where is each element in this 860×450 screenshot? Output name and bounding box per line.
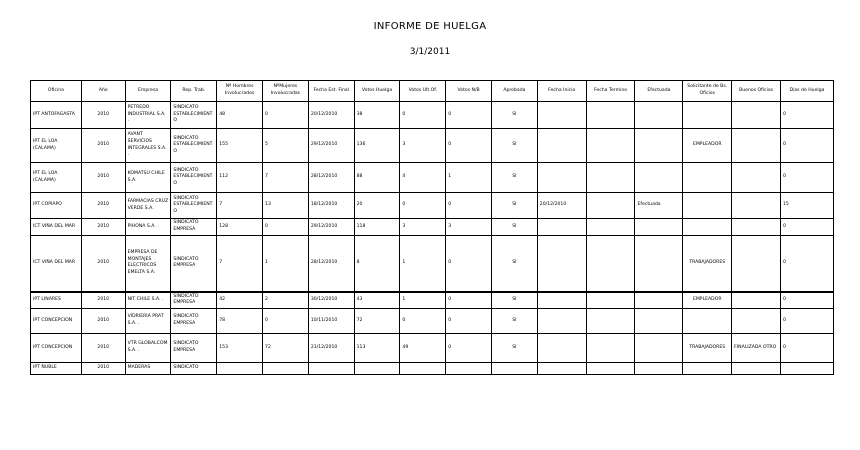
table-cell: 2010 — [81, 193, 125, 219]
table-cell: 15 — [781, 193, 834, 219]
table-cell: 128 — [217, 219, 263, 236]
table-cell: SINDICATO — [171, 363, 217, 375]
table-cell: 0 — [400, 309, 446, 334]
table-cell — [537, 129, 586, 163]
table-cell — [586, 193, 635, 219]
table-cell: SINDICATO EMPRESA — [171, 292, 217, 309]
column-header: Nº Hombres Involucrados — [217, 81, 263, 102]
table-cell: SINDICATO EMPRESA — [171, 334, 217, 363]
column-header: Empresa — [125, 81, 171, 102]
table-cell: VIDRIERIA PRAT S.A. . — [125, 309, 171, 334]
table-cell: 18/12/2010 — [308, 193, 354, 219]
table-cell: PIHONA S.A. . — [125, 219, 171, 236]
table-cell — [537, 219, 586, 236]
table-cell: 155 — [217, 129, 263, 163]
table-row — [31, 129, 834, 163]
table-cell — [732, 193, 781, 219]
table-cell: 0 — [446, 309, 492, 334]
table-cell — [683, 363, 732, 375]
table-cell: IPT LINARES — [31, 292, 82, 309]
table-cell: 0 — [781, 236, 834, 292]
table-cell — [683, 219, 732, 236]
table-cell: FINALIZADA OTRO — [732, 334, 781, 363]
column-header: Fecha Est. Final — [308, 81, 354, 102]
column-header: Fecha Termino — [586, 81, 635, 102]
table-cell — [732, 292, 781, 309]
table-cell: 0 — [781, 219, 834, 236]
table-cell: 29/12/2010 — [308, 219, 354, 236]
table-cell — [781, 363, 834, 375]
table-cell — [635, 363, 683, 375]
table-cell: 0 — [781, 292, 834, 309]
table-cell — [732, 129, 781, 163]
table-cell: 2010 — [81, 219, 125, 236]
table-cell: 2 — [263, 292, 309, 309]
table-cell: NIT CHILE S.A. . — [125, 292, 171, 309]
header-row — [31, 81, 834, 102]
table-cell: 78 — [217, 309, 263, 334]
table-cell — [683, 193, 732, 219]
table-cell: 1 — [263, 236, 309, 292]
table-cell: 20/12/2010 — [537, 193, 586, 219]
table-cell: 21/12/2010 — [308, 334, 354, 363]
table-cell: SI — [492, 163, 538, 193]
table-cell — [635, 334, 683, 363]
table-cell — [683, 102, 732, 129]
table-cell: 2010 — [81, 363, 125, 375]
table-cell: 0 — [781, 163, 834, 193]
table-row — [31, 363, 834, 375]
table-cell: 72 — [354, 309, 400, 334]
table-cell: SINDICATO EMPRESA — [171, 219, 217, 236]
table-cell — [732, 309, 781, 334]
column-header: Rep. Trab. — [171, 81, 217, 102]
table-cell: 2010 — [81, 334, 125, 363]
table-cell: ICT VIÑA DEL MAR — [31, 219, 82, 236]
table-cell — [263, 363, 309, 375]
table-cell: SINDICATO ESTABLECIMIENTO — [171, 193, 217, 219]
table-cell: IPT COPIAPO — [31, 193, 82, 219]
table-cell: 136 — [354, 129, 400, 163]
table-cell: SI — [492, 219, 538, 236]
table-cell: 113 — [354, 334, 400, 363]
table-cell: 0 — [446, 236, 492, 292]
table-cell: SINDICATO ESTABLECIMIENTO — [171, 163, 217, 193]
table-cell — [586, 363, 635, 375]
table-cell: 0 — [781, 129, 834, 163]
table-cell — [732, 163, 781, 193]
report-date: 3/1/2011 — [409, 47, 451, 57]
table-cell — [586, 129, 635, 163]
table-cell: 0 — [446, 334, 492, 363]
table-cell: 2010 — [81, 129, 125, 163]
table-cell — [537, 292, 586, 309]
table-cell — [537, 363, 586, 375]
table-cell: MADERAS — [125, 363, 171, 375]
table-cell: SINDICATO ESTABLECIMIENTO — [171, 102, 217, 129]
table-cell: 2010 — [81, 163, 125, 193]
table-cell: 0 — [263, 309, 309, 334]
table-cell — [586, 309, 635, 334]
table-cell: EMPLEADOR — [683, 292, 732, 309]
table-row — [31, 334, 834, 363]
table-cell: IPT EL LOA (CALAMA) — [31, 129, 82, 163]
table-cell — [683, 309, 732, 334]
table-cell: 0 — [263, 219, 309, 236]
table-cell — [586, 334, 635, 363]
table-cell: SI — [492, 193, 538, 219]
table-cell: 42 — [217, 292, 263, 309]
table-cell: 0 — [446, 102, 492, 129]
table-cell: 0 — [400, 102, 446, 129]
table-cell — [732, 236, 781, 292]
table-cell — [446, 363, 492, 375]
table-cell: 0 — [446, 193, 492, 219]
column-header: Dias de Huelga — [781, 81, 834, 102]
table-row — [31, 236, 834, 292]
table-cell — [586, 236, 635, 292]
table-cell — [492, 363, 538, 375]
table-cell: 0 — [446, 292, 492, 309]
table-cell: SI — [492, 236, 538, 292]
column-header: Fecha Inicio — [537, 81, 586, 102]
table-cell: 1 — [400, 236, 446, 292]
table-cell: 48 — [217, 102, 263, 129]
table-cell: SI — [492, 292, 538, 309]
table-cell: AVANT SERVICIOS INTEGRALES S.A. . — [125, 129, 171, 163]
table-cell: 3 — [400, 219, 446, 236]
table-cell: 0 — [263, 102, 309, 129]
table-cell: SINDICATO EMPRESA — [171, 309, 217, 334]
table-cell — [537, 334, 586, 363]
table-cell: 30/12/2010 — [308, 292, 354, 309]
table-cell: 153 — [217, 334, 263, 363]
table-cell — [635, 163, 683, 193]
table-cell: 0 — [446, 129, 492, 163]
column-header: Solicitante de Bs. Oficios — [683, 81, 732, 102]
table-cell — [732, 102, 781, 129]
table-cell: IPT CONCEPCION — [31, 309, 82, 334]
column-header: Votos Huelga — [354, 81, 400, 102]
table-cell — [354, 363, 400, 375]
table-cell — [586, 219, 635, 236]
table-cell: SI — [492, 309, 538, 334]
table-cell — [586, 102, 635, 129]
table-cell: IPT EL LOA (CALAMA) — [31, 163, 82, 193]
table-cell: 28/12/2010 — [308, 236, 354, 292]
column-header: Oficina — [31, 81, 82, 102]
strike-report-table — [30, 80, 834, 375]
table-cell: SI — [492, 334, 538, 363]
table-cell: 112 — [217, 163, 263, 193]
table-cell: 1 — [446, 163, 492, 193]
table-cell: 43 — [354, 292, 400, 309]
table-row — [31, 193, 834, 219]
table-cell — [635, 292, 683, 309]
table-cell: 2010 — [81, 292, 125, 309]
table-cell: TRABAJADORES — [683, 236, 732, 292]
column-header: Aprobada — [492, 81, 538, 102]
table-cell: 2010 — [81, 102, 125, 129]
table-cell: 0 — [781, 102, 834, 129]
table-cell: 1 — [400, 292, 446, 309]
table-cell: 20 — [354, 193, 400, 219]
table-cell: 118 — [354, 219, 400, 236]
table-cell: 7 — [217, 236, 263, 292]
table-cell: IPT ÑUBLE — [31, 363, 82, 375]
table-cell: PETREDO INDUSTRIAL S.A. . — [125, 102, 171, 129]
column-header: Votos Ult.Of. — [400, 81, 446, 102]
column-header: Buenos Oficios — [732, 81, 781, 102]
table-cell: TRABAJADORES — [683, 334, 732, 363]
table-cell: EMPRESA DE MONTAJES ELECTRICOS EMELTA S.A. — [125, 236, 171, 292]
table-cell: Efectuada — [635, 193, 683, 219]
table-cell — [537, 236, 586, 292]
table-cell: 28/12/2010 — [308, 163, 354, 193]
table-cell: 5 — [263, 129, 309, 163]
table-cell: 29/12/2010 — [308, 129, 354, 163]
table-cell: IPT ANTOFAGASTA — [31, 102, 82, 129]
table-cell — [635, 102, 683, 129]
table-cell — [635, 309, 683, 334]
table-row — [31, 309, 834, 334]
table-cell: 0 — [781, 334, 834, 363]
table-cell: FARMACIAS CRUZ VERDE S.A. — [125, 193, 171, 219]
table-cell: 0 — [400, 193, 446, 219]
table-cell: 20/12/2010 — [308, 102, 354, 129]
table-cell: 2010 — [81, 309, 125, 334]
table-cell — [732, 219, 781, 236]
table-cell: 3 — [400, 129, 446, 163]
table-cell: SINDICATO EMPRESA — [171, 236, 217, 292]
table-cell — [537, 309, 586, 334]
table-row — [31, 219, 834, 236]
table-cell: SI — [492, 102, 538, 129]
table-cell: 8 — [354, 236, 400, 292]
table-cell: 38 — [354, 102, 400, 129]
table-cell — [217, 363, 263, 375]
table-cell — [586, 163, 635, 193]
table-cell: 72 — [263, 334, 309, 363]
table-cell: 0 — [781, 309, 834, 334]
table-cell: 2010 — [81, 236, 125, 292]
table-cell: SI — [492, 129, 538, 163]
table-cell: KOMATSU CHILE S.A. — [125, 163, 171, 193]
table-cell: 3 — [446, 219, 492, 236]
column-header: Votos N/B — [446, 81, 492, 102]
table-row — [31, 163, 834, 193]
table-cell: 10/11/2010 — [308, 309, 354, 334]
table-row — [31, 102, 834, 129]
column-header: NºMujeres Involucradas — [263, 81, 309, 102]
table-cell — [635, 129, 683, 163]
table-cell — [537, 102, 586, 129]
table-cell — [308, 363, 354, 375]
table-cell: VTR GLOBALCOM S.A. . — [125, 334, 171, 363]
table-cell: 49 — [400, 334, 446, 363]
report-title: INFORME DE HUELGA — [373, 21, 487, 32]
table-cell: 4 — [400, 163, 446, 193]
table-cell — [400, 363, 446, 375]
table-cell: 7 — [217, 193, 263, 219]
table-cell — [683, 163, 732, 193]
table-cell — [732, 363, 781, 375]
table-cell: EMPLEADOR — [683, 129, 732, 163]
table-cell — [635, 219, 683, 236]
column-header: Año — [81, 81, 125, 102]
table-cell: ICT VIÑA DEL MAR — [31, 236, 82, 292]
table-cell — [586, 292, 635, 309]
table-row — [31, 292, 834, 309]
table-cell — [537, 163, 586, 193]
column-header: Efectuada — [635, 81, 683, 102]
table-cell: 88 — [354, 163, 400, 193]
table-cell: SINDICATO ESTABLECIMIENTO — [171, 129, 217, 163]
table-cell: 7 — [263, 163, 309, 193]
table-cell — [635, 236, 683, 292]
table-cell: 13 — [263, 193, 309, 219]
table-cell: IPT CONCEPCION — [31, 334, 82, 363]
